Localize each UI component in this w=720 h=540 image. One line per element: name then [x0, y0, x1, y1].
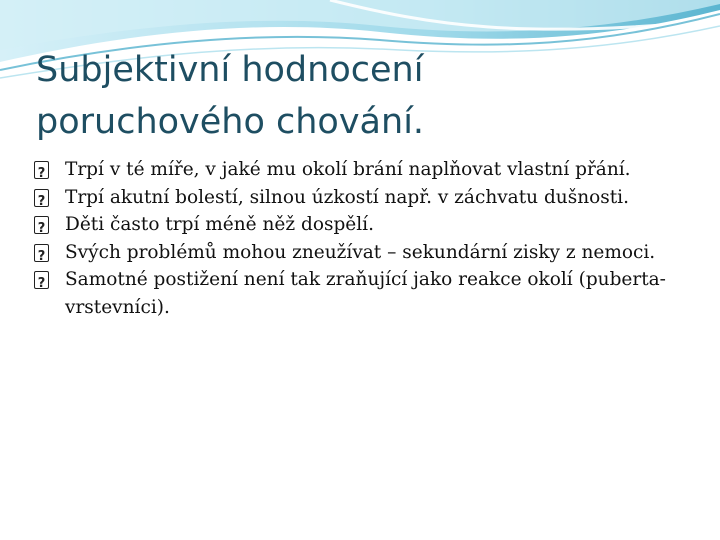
- missing-glyph-icon: [34, 189, 49, 207]
- bullet-item: [34, 211, 674, 239]
- bullet-text: Samotné postižení není tak zraňující jako reakce okolí (puberta-vrstevníci).: [65, 269, 666, 318]
- missing-glyph-icon: [34, 244, 49, 262]
- bullet-item: [34, 239, 674, 267]
- slide-title: [36, 44, 676, 148]
- bullet-list: [34, 156, 674, 321]
- bullet-text: Trpí akutní bolestí, silnou úzkostí např. v záchvatu dušnosti.: [65, 186, 629, 208]
- bullet-item: [34, 266, 674, 321]
- missing-glyph-icon: [34, 271, 49, 289]
- slide-title-line-1: Subjektivní hodnocení: [36, 50, 424, 90]
- missing-glyph-icon: [34, 216, 49, 234]
- bullet-text: Děti často trpí méně něž dospělí.: [65, 214, 374, 235]
- missing-glyph-icon: [34, 161, 49, 179]
- bullet-text: Svých problémů mohou zneužívat – sekundární zisky z nemoci.: [65, 241, 656, 263]
- bullet-item: [34, 156, 674, 184]
- bullet-item: [34, 184, 674, 212]
- bullet-text: Trpí v té míře, v jaké mu okolí brání naplňovat vlastní přání.: [65, 159, 631, 180]
- slide-title-line-2: poruchového chování.: [36, 102, 425, 142]
